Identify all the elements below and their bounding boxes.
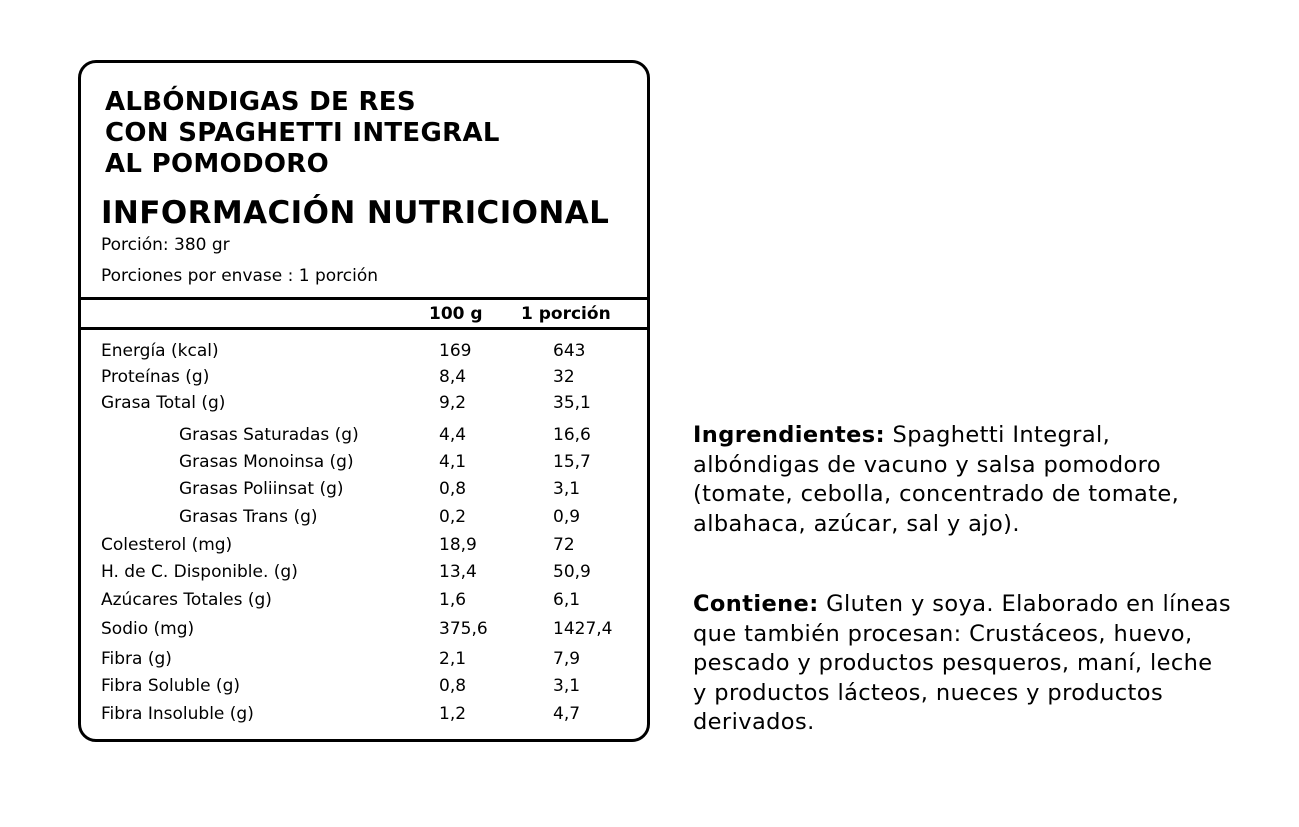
value-100g: 4,1 — [439, 452, 467, 472]
nutrient-name: Sodio (mg) — [101, 619, 195, 639]
value-100g: 9,2 — [439, 393, 467, 413]
value-100g: 1,6 — [439, 590, 467, 610]
nutrient-name: Fibra Soluble (g) — [101, 676, 240, 696]
value-100g: 1,2 — [439, 704, 467, 724]
value-portion: 6,1 — [553, 590, 581, 610]
servings-per-container: Porciones por envase : 1 porción — [101, 266, 379, 286]
value-100g: 0,8 — [439, 676, 467, 696]
nutrient-row-total-sugars — [81, 590, 647, 614]
nutrient-row-sodium — [81, 619, 647, 643]
column-header-100g: 100 g — [429, 304, 483, 324]
product-title — [105, 87, 500, 180]
column-header-portion: 1 porción — [521, 304, 611, 324]
ingredients-text: Spaghetti Integral, albóndigas de vacuno y salsa pomodoro (tomate, cebolla, concentrado de tomate, albahaca, azúcar, sal y ajo). — [693, 422, 1180, 537]
nutrient-row-monounsaturated-fat — [81, 452, 647, 476]
value-100g: 13,4 — [439, 562, 477, 582]
nutrition-facts-panel — [78, 60, 650, 742]
nutrient-name: Grasas Saturadas (g) — [179, 425, 359, 445]
nutrient-name: Colesterol (mg) — [101, 535, 233, 555]
nutrient-name: Azúcares Totales (g) — [101, 590, 272, 610]
divider — [81, 297, 647, 300]
nutrient-row-cholesterol — [81, 535, 647, 559]
value-100g: 8,4 — [439, 367, 467, 387]
value-portion: 16,6 — [553, 425, 591, 445]
product-title-line: ALBÓNDIGAS DE RES — [105, 87, 416, 117]
value-portion: 0,9 — [553, 507, 581, 527]
allergens-text: Gluten y soya. Elaborado en líneas que también procesan: Crustáceos, huevo, pescado y productos pesqueros, maní, leche y productos lácteos, nueces y productos derivados. — [693, 591, 1232, 735]
value-portion: 3,1 — [553, 479, 581, 499]
nutrient-row-total-fat — [81, 393, 647, 417]
divider — [81, 327, 647, 330]
value-portion: 72 — [553, 535, 575, 555]
value-portion: 35,1 — [553, 393, 591, 413]
nutrient-name: Proteínas (g) — [101, 367, 210, 387]
serving-size: Porción: 380 gr — [101, 235, 230, 255]
value-100g: 169 — [439, 341, 472, 361]
value-portion: 15,7 — [553, 452, 591, 472]
product-title-line: CON SPAGHETTI INTEGRAL — [105, 118, 500, 148]
value-portion: 50,9 — [553, 562, 591, 582]
nutrient-name: Grasas Poliinsat (g) — [179, 479, 344, 499]
value-portion: 643 — [553, 341, 586, 361]
nutrient-row-polyunsaturated-fat — [81, 479, 647, 503]
value-100g: 375,6 — [439, 619, 488, 639]
nutrient-row-soluble-fiber — [81, 676, 647, 700]
value-100g: 2,1 — [439, 649, 467, 669]
nutrient-row-trans-fat — [81, 507, 647, 531]
nutrient-name: Fibra Insoluble (g) — [101, 704, 254, 724]
value-100g: 18,9 — [439, 535, 477, 555]
nutrient-row-energy — [81, 341, 647, 365]
ingredients-label: Ingrendientes: — [693, 422, 885, 448]
value-portion: 1427,4 — [553, 619, 613, 639]
nutrition-heading: INFORMACIÓN NUTRICIONAL — [101, 195, 610, 231]
nutrient-name: Grasas Monoinsa (g) — [179, 452, 354, 472]
allergens-paragraph — [693, 590, 1233, 738]
nutrient-name: H. de C. Disponible. (g) — [101, 562, 298, 582]
value-portion: 7,9 — [553, 649, 581, 669]
allergens-label: Contiene: — [693, 591, 819, 617]
value-portion: 4,7 — [553, 704, 581, 724]
nutrient-row-insoluble-fiber — [81, 704, 647, 728]
nutrient-row-carbohydrates — [81, 562, 647, 586]
nutrient-name: Grasas Trans (g) — [179, 507, 318, 527]
product-title-line: AL POMODORO — [105, 149, 329, 179]
value-100g: 4,4 — [439, 425, 467, 445]
value-100g: 0,2 — [439, 507, 467, 527]
value-100g: 0,8 — [439, 479, 467, 499]
nutrient-name: Energía (kcal) — [101, 341, 219, 361]
nutrient-row-protein — [81, 367, 647, 391]
value-portion: 32 — [553, 367, 575, 387]
ingredients-paragraph — [693, 421, 1233, 539]
nutrient-row-saturated-fat — [81, 425, 647, 449]
value-portion: 3,1 — [553, 676, 581, 696]
nutrient-row-fiber — [81, 649, 647, 673]
nutrient-name: Grasa Total (g) — [101, 393, 226, 413]
nutrient-name: Fibra (g) — [101, 649, 172, 669]
